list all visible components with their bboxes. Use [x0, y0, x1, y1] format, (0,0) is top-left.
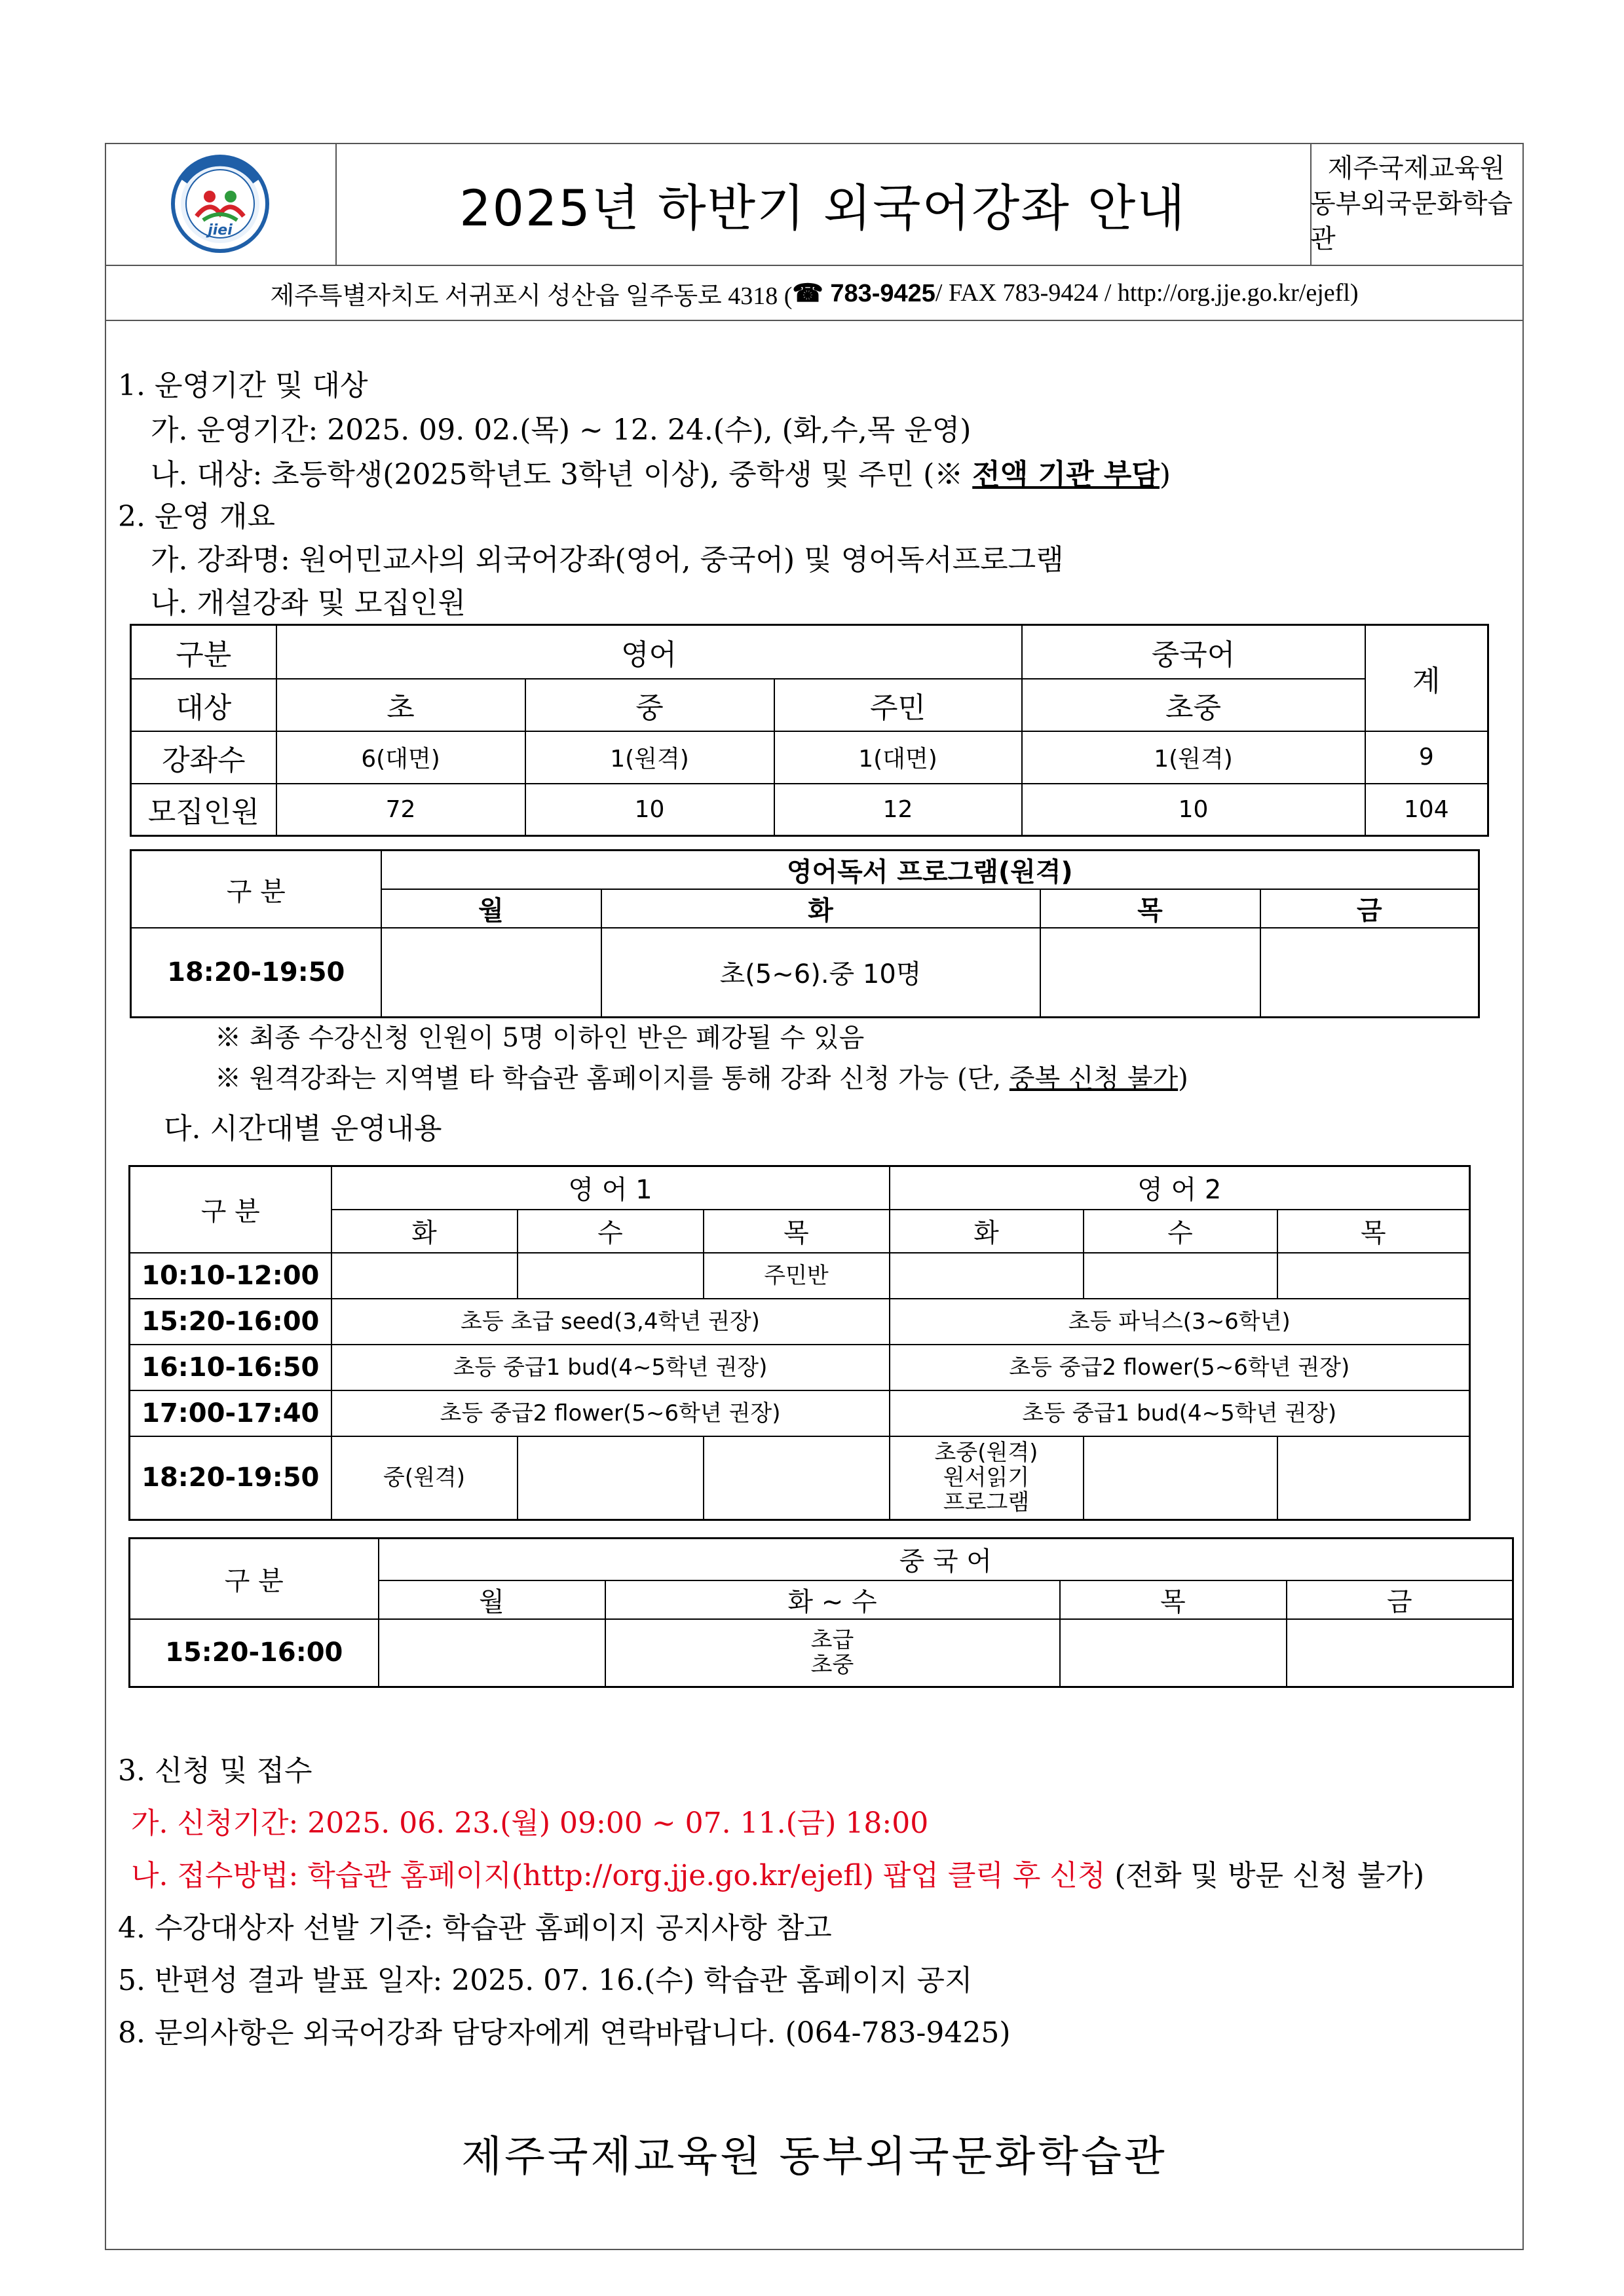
th-english2: 영 어 2: [890, 1166, 1470, 1210]
table-cell: 초등 중급2 flower(5~6학년 권장): [331, 1390, 890, 1436]
time-slot: 16:10-16:50: [130, 1345, 331, 1390]
th-day-fri: 금: [1287, 1580, 1513, 1619]
th-gubun: 구 분: [131, 851, 381, 928]
table-cell: 104: [1365, 784, 1488, 836]
time-slot: 10:10-12:00: [130, 1253, 331, 1299]
th-day-wed: 수: [518, 1210, 704, 1253]
time-slot: 15:20-16:00: [130, 1619, 379, 1687]
table-cell: 1(대면): [774, 731, 1022, 784]
section1-heading: 1. 운영기간 및 대상: [118, 369, 368, 402]
table-cell: [331, 1253, 518, 1299]
address-bar: [105, 266, 1524, 321]
th-day-wed: 수: [1084, 1210, 1277, 1253]
th-day-fri: 금: [1260, 889, 1479, 928]
table-cell: [518, 1253, 704, 1299]
org-name-line2: 동부외국문화학습관: [1310, 189, 1513, 254]
section2c-heading: 다. 시간대별 운영내용: [164, 1112, 442, 1145]
chinese-schedule-table: [128, 1537, 1514, 1688]
table-cell: [890, 1253, 1084, 1299]
row-label-capacity: 모집인원: [131, 784, 276, 836]
table-cell: 9: [1365, 731, 1488, 784]
title-cell: [335, 143, 1312, 265]
target-close: ): [1159, 458, 1171, 491]
th-day-mon: 월: [381, 889, 601, 928]
time-slot: 18:20-19:50: [130, 1436, 331, 1520]
page-title: 2025년 하반기 외국어강좌 안내: [459, 178, 1186, 237]
table-cell: [1260, 928, 1479, 1017]
section2-course-name: 가. 강좌명: 원어민교사의 외국어강좌(영어, 중국어) 및 영어독서프로그램: [151, 543, 1064, 577]
table-cell: 중(원격): [331, 1436, 518, 1520]
section1-period: 가. 운영기간: 2025. 09. 02.(목) ~ 12. 24.(수), (화,수,목 운영): [151, 413, 972, 447]
th-total: 계: [1365, 625, 1488, 731]
th-chinese: 중국어: [1022, 625, 1365, 679]
th-day-tue: 화: [890, 1210, 1084, 1253]
table-cell: 72: [276, 784, 525, 836]
table-cell: [890, 1436, 1084, 1520]
logo-text: jiei: [208, 222, 233, 239]
table-cell: 초등 중급1 bud(4~5학년 권장): [890, 1390, 1470, 1436]
th-day-tue-wed: 화 ~ 수: [605, 1580, 1060, 1619]
table-cell: [518, 1436, 704, 1520]
time-slot: 17:00-17:40: [130, 1390, 331, 1436]
cell-line: 프로그램: [943, 1489, 1030, 1516]
th-english1: 영 어 1: [331, 1166, 890, 1210]
method-note: (전화 및 방문 신청 불가): [1105, 1859, 1425, 1892]
th-middle: 중: [525, 679, 774, 731]
th-gubun: 구분: [131, 625, 276, 679]
th-chinese: 중 국 어: [379, 1539, 1513, 1580]
table-cell: 초등 중급1 bud(4~5학년 권장): [331, 1345, 890, 1390]
table-cell: 초등 파닉스(3~6학년): [890, 1299, 1470, 1345]
address-contact: / FAX 783-9424 / http://org.jje.go.kr/ejefl): [935, 279, 1359, 307]
th-reading-program: 영어독서 프로그램(원격): [381, 851, 1479, 890]
th-english: 영어: [276, 625, 1022, 679]
row-label-classes: 강좌수: [131, 731, 276, 784]
table-cell: 초등 초급 seed(3,4학년 권장): [331, 1299, 890, 1345]
reading-program-table: [130, 849, 1480, 1018]
th-day-thu: 목: [704, 1210, 890, 1253]
table-cell: 10: [1022, 784, 1365, 836]
table-cell: 초(5~6).중 10명: [601, 928, 1040, 1017]
org-name-line1: 제주국제교육원: [1327, 153, 1505, 183]
note-remote-text: ※ 원격강좌는 지역별 타 학습관 홈페이지를 통해 강좌 신청 가능 (단,: [215, 1063, 1010, 1094]
table-cell: [1287, 1619, 1513, 1687]
section3-method: [131, 1852, 1424, 1894]
cell-line: 초중(원격): [934, 1440, 1038, 1466]
table-cell: 주민반: [704, 1253, 890, 1299]
table-cell: [704, 1436, 890, 1520]
section8-text: 8. 문의사항은 외국어강좌 담당자에게 연락바랍니다. (064-783-9425): [118, 2016, 1011, 2050]
target-funding: 전액 기관 부담: [972, 458, 1160, 491]
target-text: 나. 대상: 초등학생(2025학년도 3학년 이상), 중학생 및 주민 (※: [151, 458, 973, 491]
note-no-duplicate: 중복 신청 불가: [1009, 1063, 1179, 1094]
note-closure: ※ 최종 수강신청 인원이 5명 이하인 반은 폐강될 수 있음: [215, 1023, 865, 1053]
table-cell: 초등 중급2 flower(5~6학년 권장): [890, 1345, 1470, 1390]
section1-target: [151, 451, 1171, 493]
time-slot: 15:20-16:00: [130, 1299, 331, 1345]
section4-text: 4. 수강대상자 선발 기준: 학습관 홈페이지 공지사항 참고: [118, 1911, 832, 1945]
enrollment-table: [130, 624, 1489, 837]
table-cell: 10: [525, 784, 774, 836]
table-cell: [1084, 1436, 1277, 1520]
th-elementary: 초: [276, 679, 525, 731]
table-cell: [1040, 928, 1260, 1017]
org-cell: [1310, 143, 1522, 265]
section3-heading: 3. 신청 및 접수: [118, 1754, 312, 1788]
cell-line: 초급: [810, 1627, 854, 1654]
table-cell: 1(원격): [525, 731, 774, 784]
th-target: 대상: [131, 679, 276, 731]
section2-heading: 2. 운영 개요: [118, 500, 275, 533]
time-slot: 18:20-19:50: [131, 928, 381, 1017]
table-cell: [1277, 1253, 1470, 1299]
method-text: 나. 접수방법: 학습관 홈페이지(http://org.jje.go.kr/ejefl) 팝업 클릭 후 신청: [131, 1859, 1106, 1892]
institution-logo: [105, 143, 335, 265]
th-resident: 주민: [774, 679, 1022, 731]
th-day-mon: 월: [379, 1580, 605, 1619]
table-cell: [1084, 1253, 1277, 1299]
th-gubun: 구 분: [130, 1539, 379, 1619]
th-day-thu: 목: [1060, 1580, 1287, 1619]
th-day-tue: 화: [331, 1210, 518, 1253]
table-cell: [379, 1619, 605, 1687]
footer-org-name: 제주국제교육원 동부외국문화학습관: [461, 2133, 1167, 2181]
th-elem-middle: 초중: [1022, 679, 1365, 731]
th-gubun: 구 분: [130, 1166, 331, 1253]
table-cell: 6(대면): [276, 731, 525, 784]
address-text: 제주특별자치도 서귀포시 성산읍 일주동로 4318 (: [270, 282, 793, 310]
note-remote-close: ): [1178, 1063, 1188, 1094]
section2-course-list: 나. 개설강좌 및 모집인원: [151, 586, 466, 620]
header: [105, 143, 1524, 266]
schedule-table: [128, 1165, 1471, 1521]
th-day-thu: 목: [1040, 889, 1260, 928]
table-cell: 1(원격): [1022, 731, 1365, 784]
section5-text: 5. 반편성 결과 발표 일자: 2025. 07. 16.(수) 학습관 홈페이지 공지: [118, 1964, 973, 1997]
logo-cell: [105, 143, 337, 265]
cell-line: 원서읽기: [943, 1464, 1030, 1491]
table-cell: [1060, 1619, 1287, 1687]
table-cell: [605, 1619, 1060, 1687]
th-day-tue: 화: [601, 889, 1040, 928]
table-cell: [381, 928, 601, 1017]
cell-line: 초중: [810, 1652, 854, 1679]
section3-period: 가. 신청기간: 2025. 06. 23.(월) 09:00 ~ 07. 11.(금) 18:00: [131, 1807, 929, 1840]
table-cell: [1277, 1436, 1470, 1520]
phone-number: ☎ 783-9425: [792, 279, 935, 307]
th-day-thu: 목: [1277, 1210, 1470, 1253]
note-remote: [215, 1058, 1188, 1095]
table-cell: 12: [774, 784, 1022, 836]
